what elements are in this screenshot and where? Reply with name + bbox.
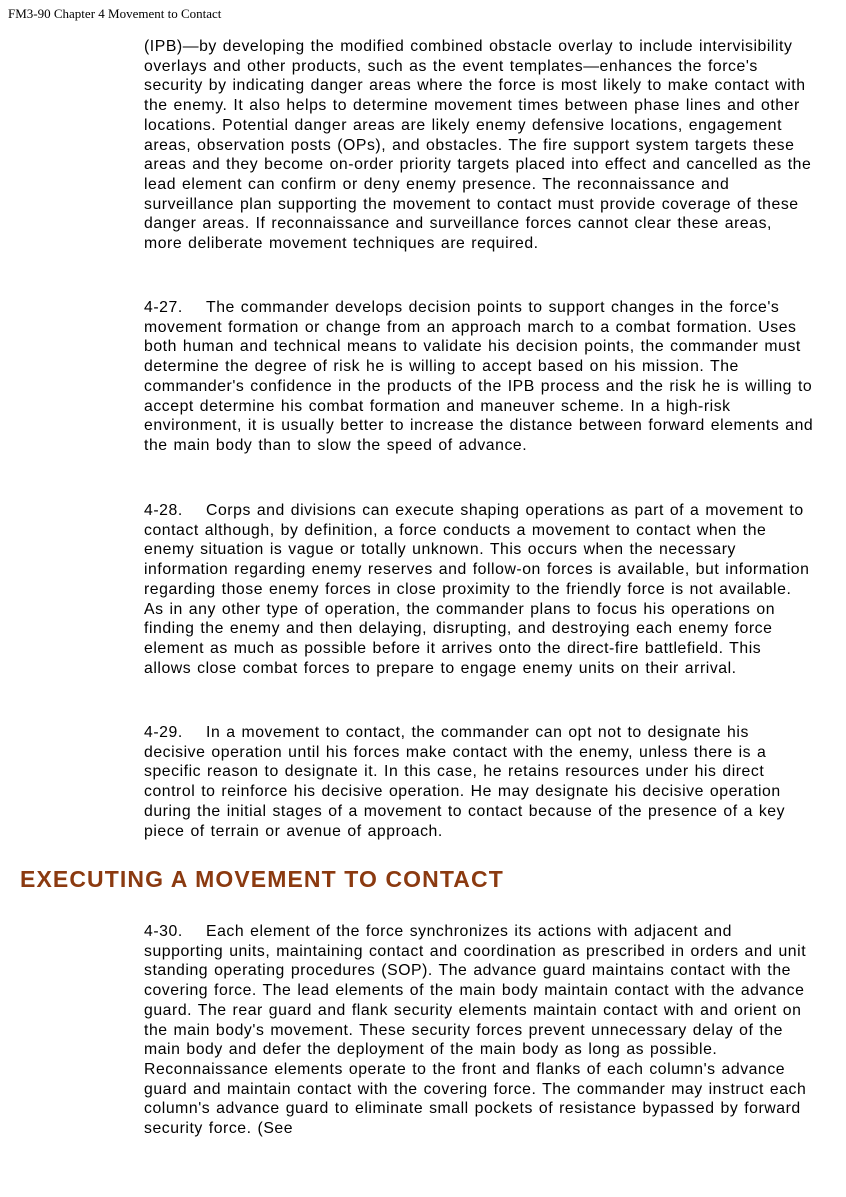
paragraph-number: 4-28. (144, 502, 183, 519)
paragraph-number: 4-29. (144, 724, 183, 741)
paragraph-text: Corps and divisions can execute shaping operations as part of a movement to contact although, by definition, a force conducts a movement to contact when the enemy situation is vague or totally unknown. This occurs when the necessary information regarding enemy reserves and follow-on forces is available, but information regarding those enemy forces in close proximity to the friendly force is not available. As in any other type of operation, the commander plans to focus his operations on finding the enemy and then delaying, disrupting, and destroying each enemy force element as much as possible before it arrives onto the direct-fire battlefield. This allows close combat forces to prepare to engage enemy units on their arrival. (144, 502, 810, 677)
paragraph-4-28 (144, 501, 814, 678)
paragraph-continued (144, 37, 814, 254)
paragraph-text: In a movement to contact, the commander can opt not to designate his decisive operation until his forces make contact with the enemy, unless there is a specific reason to designate it. In this case, he retains resources under his direct control to reinforce his decisive operation. He may designate his decisive operation during the initial stages of a movement to contact because of the presence of a key piece of terrain or avenue of approach. (144, 724, 786, 840)
paragraph-text: (IPB)—by developing the modified combined obstacle overlay to include intervisibility overlays and other products, such as the event templates—enhances the force's security by indicating danger areas where the force is most likely to make contact with the enemy. It also helps to determine movement times between phase lines and other locations. Potential danger areas are likely enemy defensive locations, engagement areas, observation posts (OPs), and obstacles. The fire support system targets these areas and they become on-order priority targets placed into effect and cancelled as the lead element can confirm or deny enemy presence. The reconnaissance and surveillance plan supporting the movement to contact must provide coverage of these danger areas. If reconnaissance and surveillance forces cannot clear these areas, more deliberate movement techniques are required. (144, 38, 812, 253)
paragraph-number: 4-27. (144, 299, 183, 316)
paragraph-4-27 (144, 298, 814, 456)
paragraph-text: Each element of the force synchronizes its actions with adjacent and supporting units, maintaining contact and coordination as prescribed in orders and unit standing operating procedures (SOP). The advance guard maintains contact with the covering force. The lead elements of the main body maintain contact with the advance guard. The rear guard and flank security elements maintain contact with and orient on the main body's movement. These security forces prevent unnecessary delay of the main body and defer the deployment of the main body as long as possible. Reconnaissance elements operate to the front and flanks of each column's advance guard and maintain contact with the covering force. The commander may instruct each column's advance guard to eliminate small pockets of resistance bypassed by forward security force. (See (144, 923, 807, 1138)
running-header: FM3-90 Chapter 4 Movement to Contact (8, 6, 222, 21)
section-heading: EXECUTING A MOVEMENT TO CONTACT (20, 866, 504, 892)
paragraph-number: 4-30. (144, 923, 183, 940)
paragraph-text: The commander develops decision points to support changes in the force's movement formation or change from an approach march to a combat formation. Uses both human and technical means to validate his decision points, the commander must determine the degree of risk he is willing to accept based on his mission. The commander's confidence in the products of the IPB process and the risk he is willing to accept determine his combat formation and maneuver scheme. In a high-risk environment, it is usually better to increase the distance between forward elements and the main body than to slow the speed of advance. (144, 299, 814, 454)
paragraph-4-30 (144, 922, 814, 1139)
paragraph-4-29 (144, 723, 814, 841)
